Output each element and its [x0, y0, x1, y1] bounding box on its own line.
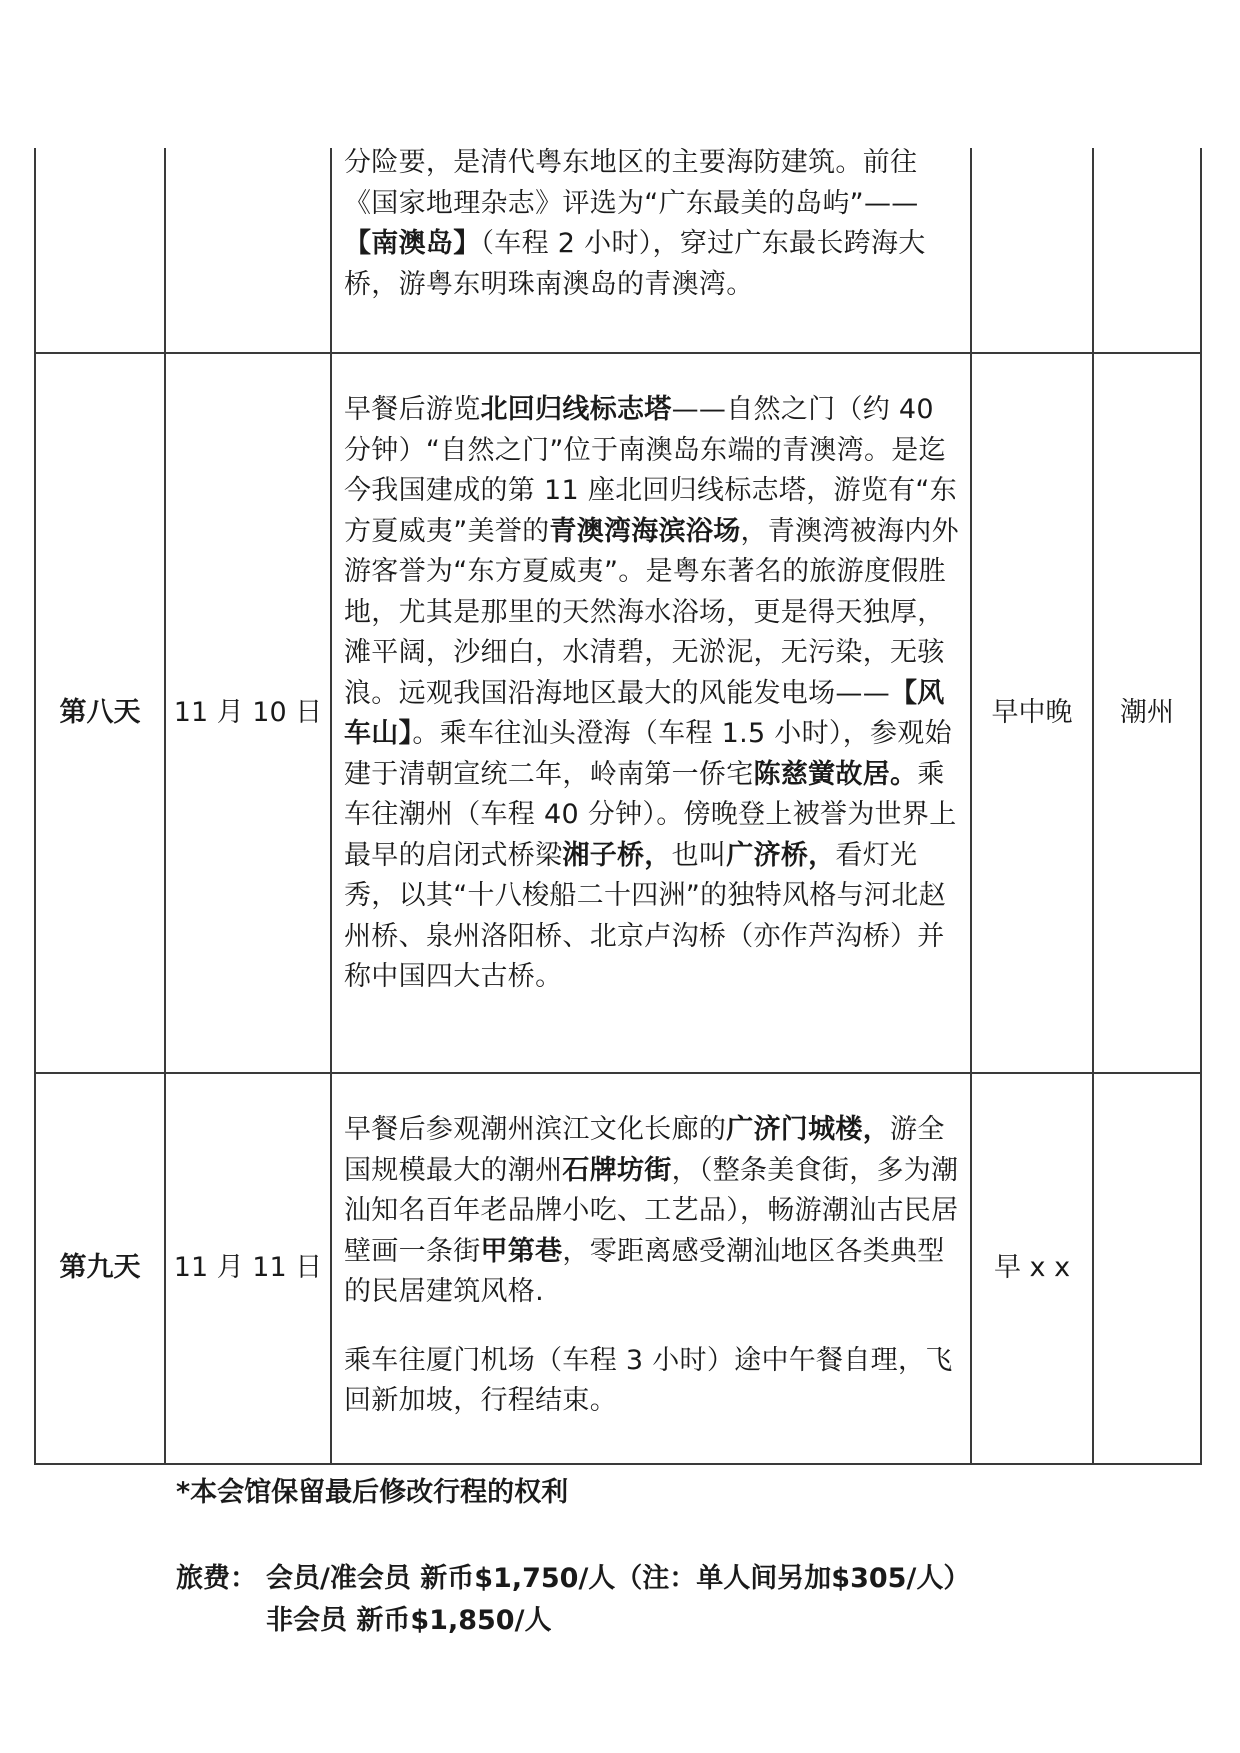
description-text: 游全国规模最大的潮州	[344, 1114, 945, 1186]
column-divider	[330, 148, 332, 1465]
row-description	[344, 390, 959, 998]
description-text: 早餐后游览	[344, 394, 481, 425]
highlight-text: 广济桥，	[726, 839, 836, 871]
highlight-text: 青澳湾海滨浴场	[549, 515, 741, 547]
meals-label: 早 x x	[993, 1252, 1071, 1284]
description-text: 乘车往厦门机场（车程 3 小时）途中午餐自理，飞回新加坡，行程结束。	[344, 1344, 953, 1416]
lodging-label: 潮州	[1120, 696, 1174, 728]
highlight-text: 甲第巷	[480, 1235, 563, 1267]
highlight-text: 【风车山】	[344, 677, 945, 749]
day-label: 第八天	[59, 696, 141, 728]
highlight-text: 石牌坊街	[562, 1154, 672, 1186]
date-label: 11 月 10 日	[173, 696, 323, 728]
table-border-bottom	[34, 1463, 1202, 1465]
meals-label: 早中晚	[991, 696, 1073, 728]
table-border-right	[1200, 148, 1202, 1465]
day-label: 第九天	[59, 1252, 141, 1284]
description-text: ——自然之门（约 40 分钟）“自然之门”位于南澳岛东端的青澳湾。是迄今我国建成的第 11 座北回归线标志塔，游览有“东方夏威夷”美誉的	[344, 394, 958, 547]
fee-label: 旅费：	[176, 1563, 257, 1594]
itinerary-table	[34, 148, 1202, 1465]
date-label: 11 月 11 日	[173, 1252, 323, 1284]
row-description	[344, 1110, 959, 1422]
highlight-text: 北回归线标志塔	[480, 394, 672, 425]
description-text: 分险要，是清代粤东地区的主要海防建筑。前往《国家地理杂志》评选为“广东最美的岛屿”——	[344, 147, 919, 219]
highlight-text: 【南澳岛】	[344, 228, 481, 259]
highlight-text: 广济门城楼，	[726, 1114, 891, 1145]
description-text: （车程 2 小时），穿过广东最长跨海大桥，游粤东明珠南澳岛的青澳湾。	[344, 228, 926, 300]
fee-nonmember: 非会员 新币$1,850/人	[266, 1605, 552, 1636]
fee-member: 会员/准会员 新币$1,750/人（注：单人间另加$305/人）	[266, 1563, 971, 1594]
row-description	[344, 143, 959, 305]
description-paragraph	[344, 390, 959, 998]
description-text: 早餐后参观潮州滨江文化长廊的	[344, 1114, 727, 1145]
footer-note: *本会馆保留最后修改行程的权利	[176, 1477, 569, 1508]
description-paragraph	[344, 143, 959, 305]
highlight-text: 湘子桥，	[562, 839, 672, 871]
description-text: 也叫	[671, 839, 727, 871]
description-text: 看灯光秀，以其“十八梭船二十四洲”的独特风格与河北赵州桥、泉州洛阳桥、北京卢沟桥（亦作芦沟桥）并称中国四大古桥。	[344, 839, 946, 992]
description-text: 。乘车往汕头澄海（车程 1.5 小时），参观始建于清朝宣统二年，岭南第一侨宅	[344, 718, 952, 790]
highlight-text: 陈慈黉故居。	[753, 758, 918, 790]
lodging-label	[1094, 1074, 1200, 1463]
description-paragraph	[344, 1341, 959, 1422]
description-text: ，（整条美食街，多为潮汕知名百年老品牌小吃、工艺品），畅游潮汕古民居壁画一条街	[344, 1154, 959, 1267]
description-text: ，零距离感受潮汕地区各类典型的民居建筑风格.	[344, 1235, 945, 1307]
description-text: ，青澳湾被海内外游客誉为“东方夏威夷”。是粤东著名的旅游度假胜地，尤其是那里的天然海水浴场，更是得天独厚，滩平阔，沙细白，水清碧，无淤泥，无污染，无骇浪。远观我国沿海地区最大的风能发电场——	[344, 515, 959, 709]
description-paragraph	[344, 1110, 959, 1313]
description-text: 乘车往潮州（车程 40 分钟）。傍晚登上被誉为世界上最早的启闭式桥梁	[344, 758, 957, 871]
